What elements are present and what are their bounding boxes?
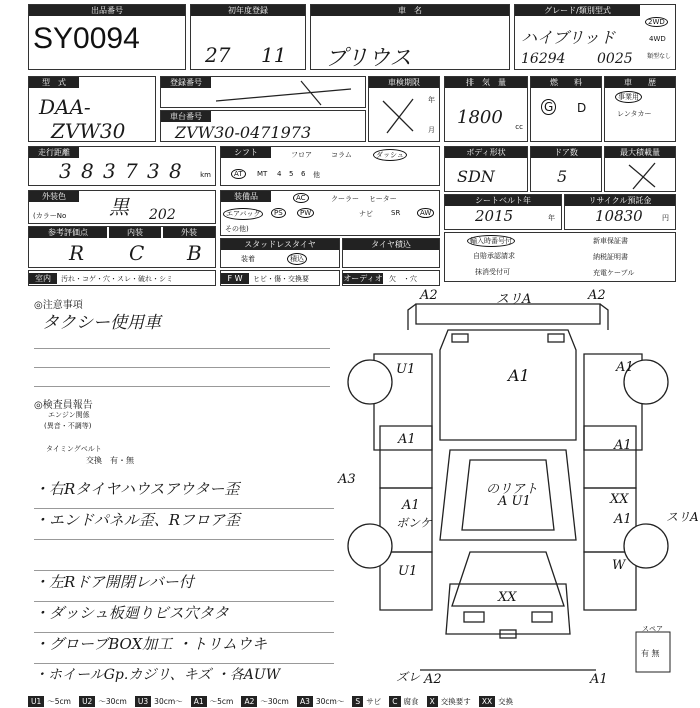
dmg-rear-left-wheel: U1 [396,362,416,377]
remark-line: ・グローブBOX加工 ・トリムウキ [34,633,334,664]
drive-4wd: 4WD [649,35,666,43]
shift-type-6: 6 [301,170,306,178]
drive-other: 類型なし [647,53,672,60]
mileage-digit: 3 [147,159,160,183]
studless-label: スタッドレスタイヤ [221,239,339,250]
seatbelt-label: シートベルト年 [445,195,561,206]
legend-desc: 30cm～ [154,697,183,706]
seatbelt-year: 2015 [475,207,514,225]
legend-key: U3 [135,696,151,707]
seatbelt-unit: 年 [548,214,555,222]
first-reg-label: 初年度登録 [191,5,305,16]
shift-type-at: AT [231,169,246,179]
body-label: ボディ形状 [445,147,527,158]
equipment-label: 装備品 [221,191,271,202]
reg-no-strike [211,77,361,107]
legend-key: S [352,696,363,707]
legend-desc: ～30cm [260,697,289,706]
remarks-list [34,478,334,690]
check-import: 輸入時番号付 [467,235,515,247]
inspection-box [368,76,440,142]
remark-line: ・左Rドア開閉レバー付 [34,571,334,602]
legend-desc: 交換 [498,697,514,706]
history-label: 車 歴 [605,77,675,88]
remark-line: ・ホイールGp.カジリ、キズ ・各AUW [34,667,281,683]
check-cable: 充電ケーブル [593,269,635,277]
history-business: 事業用 [615,91,642,103]
model-code-line2: ZVW30 [51,119,126,143]
dmg-bottom-right: A1 [590,672,608,687]
dmg-rear-top-right: A2 [588,288,606,303]
studless-box [220,238,340,268]
capacity-box [604,146,676,192]
legend-desc: ～30cm [98,697,127,706]
caution-title: ◎注意事項 [34,300,83,311]
interior-items: 汚れ・コゲ・穴・スレ・破れ・シミ [61,275,173,283]
color-no-label: (カラーNo [33,212,67,220]
fuel-box [530,76,602,142]
displacement-unit: cc [515,123,523,131]
color-label: 外装色 [29,191,79,202]
audio-label: オーディオ [343,274,383,283]
fuel-label: 燃 料 [531,77,601,88]
color-no: 202 [149,207,176,223]
mileage-label: 走行距離 [29,147,79,158]
lot-label: 出品番号 [29,5,185,16]
equip-heater: ヒーター [369,195,397,203]
caution-lines [34,330,330,387]
caution-text: タクシー使用車 [42,313,161,333]
legend-desc: 腐食 [403,697,419,706]
dmg-rear-right-wheel: A1 [616,360,634,375]
check-tax: 納税証明書 [593,253,628,261]
type-code: 16294 [521,51,566,67]
model-code-line1: DAA- [39,95,91,119]
legend-desc: 30cm～ [315,697,345,706]
ref-label: 参考評価点 [29,227,107,238]
interior-row [28,270,216,286]
legend-desc: サビ [366,697,382,706]
dmg-left-front-door-2: ボンケ [396,516,432,530]
model-name-label: 車 名 [311,5,509,16]
doors: 5 [557,167,568,186]
shift-type-mt: MT [257,170,268,178]
studless-opt-2: 積込 [287,253,307,265]
dmg-trunk: A1 [508,366,530,385]
dmg-left-side: A3 [338,472,356,487]
equip-navi: ナビ [359,210,373,218]
legend-key: A1 [191,696,207,707]
displacement-box [444,76,528,142]
score-box [28,226,216,268]
mileage-digit: 3 [59,159,72,183]
equip-sr: SR [391,209,401,217]
equip-other: その他) [225,225,249,233]
mileage-digits [59,159,191,183]
first-reg-month: 11 [261,43,287,67]
shift-type-5: 5 [289,170,294,178]
inspection-label: 車検期限 [369,77,439,88]
remark-line: ・ダッシュ板廻りビス穴タタ [34,602,334,633]
dmg-rear-top-left: A2 [420,288,438,303]
dmg-right-front-fender: W [612,558,626,573]
legend-key: X [427,696,438,707]
legend-key: XX [479,696,495,707]
history-box [604,76,676,142]
dmg-right-front-door-1: XX [610,492,629,507]
reg-no-label: 登録番号 [161,77,211,88]
dmg-bottom-left-2: A2 [424,672,442,687]
interior-row-label: 室内 [29,273,57,284]
seatbelt-box [444,194,562,230]
shift-type-4: 4 [277,170,282,178]
recycle-label: リサイクル預託金 [565,195,675,206]
timing-opts: 交換 有・無 [86,456,134,465]
score: R [69,241,85,265]
capacity-label: 最大積載量 [605,147,675,158]
doors-label: ドア数 [531,147,601,158]
inspector-title: ◎検査員報告 [34,400,93,411]
equip-aw: AW [417,208,434,218]
legend-key: A3 [297,696,313,707]
first-reg-year: 27 [205,43,231,67]
check-warranty: 新車保証書 [593,237,628,245]
studless-opt-1: 装着 [241,255,255,263]
model-name-box [310,4,510,70]
equip-ac: AC [293,193,309,203]
legend-desc: ～5cm [209,697,234,706]
dmg-hood: XX [498,590,517,605]
legend-key: U2 [79,696,95,707]
dmg-roof-2: A U1 [498,494,531,509]
legend-desc: 交換要す [440,697,471,706]
chassis-no: ZVW30-0471973 [175,123,312,142]
legend-key: C [389,696,400,707]
grade-label: グレード/類別型式 [515,5,640,16]
shift-label: シフト [221,147,271,158]
equip-cooler: クーラー [331,195,359,203]
remark-line: ・エンドパネル歪、Rフロア歪 [34,509,334,540]
tire-box [342,238,440,268]
fw-label: F W [221,273,249,284]
inspection-strike [377,95,423,135]
tire-label: タイヤ積込 [343,239,439,250]
reg-no-box [160,76,366,108]
legend-desc: ～5cm [47,697,71,706]
drive-2wd: 2WD [645,17,668,27]
audio-items: 欠 ・穴 [389,275,417,283]
body-box [444,146,528,192]
interior-label: 内装 [109,227,161,238]
lot-box [28,4,186,70]
shift-option-floor: フロア [291,151,312,159]
dmg-left-front-door-1: A1 [402,498,420,513]
exterior-label: 外装 [163,227,215,238]
capacity-strike [625,161,659,191]
exterior-grade: B [187,241,202,265]
fw-row [220,270,340,286]
first-reg-box [190,4,306,70]
equip-pw: PW [297,208,314,218]
inspection-month-unit: 月 [428,126,435,134]
dmg-right-wheel: スリA [666,510,699,524]
interior-grade: C [129,241,145,265]
fuel-g: G [541,99,556,115]
inspection-year-unit: 年 [428,96,435,104]
dmg-left-rear-door: A1 [398,432,416,447]
grade-box [514,4,676,70]
mileage-unit: km [200,171,211,179]
recycle-amount: 10830 [595,207,643,225]
shift-box [220,146,440,186]
shift-option-dash: ダッシュ [373,149,407,161]
shift-type-other: 他 [313,171,320,179]
displacement-label: 排 気 量 [445,77,527,88]
color-box [28,190,216,224]
color: 黒 [109,195,129,219]
displacement: 1800 [457,107,503,128]
check-cali: 自賠承認請求 [473,252,515,260]
mileage-digit: 3 [103,159,116,183]
chassis-box [160,110,366,142]
recycle-unit: 円 [662,214,669,222]
dmg-left-front-fender: U1 [398,564,418,579]
equip-airbag-label: エアバッグ [223,208,263,220]
mileage-digit: 8 [81,159,94,183]
recycle-box [564,194,676,230]
dmg-right-rear-door: A1 [614,438,632,453]
checks-box [444,232,676,282]
equipment-box [220,190,440,236]
dmg-right-front-door-2: A1 [614,512,632,527]
fuel-d: D [577,101,587,115]
grade: ハイブリッド [521,28,616,47]
spare-value: 有 無 [641,649,660,658]
lot-number: SY0094 [33,22,140,55]
engine-label: エンジン関係 [48,411,90,419]
history-rental: レンタカー [617,110,652,118]
mileage-digit: 7 [125,159,138,183]
fw-items: ヒビ・傷・交換要 [253,275,309,283]
model-code-label: 型 式 [29,77,79,88]
check-cancel: 抹消受付可 [475,268,510,276]
legend-key: A2 [241,696,257,707]
mileage-digit: 8 [169,159,182,183]
model-code-box [28,76,156,142]
shift-option-column: コラム [331,151,352,159]
dmg-rear-top-center: スリA [496,292,532,307]
equip-ps: PS [271,208,286,218]
model-name: プリウス [325,46,412,71]
dmg-roof: のリアト [486,482,539,497]
mileage-box [28,146,216,186]
remark-line: ・右Rタイヤハウスアウター歪 [34,478,334,509]
body: SDN [457,167,495,186]
timing-label: タイミングベルト [46,445,102,453]
class-code: 0025 [597,51,633,67]
spare-label: スペア [642,625,663,633]
doors-box [530,146,602,192]
chassis-label: 車台番号 [161,111,211,122]
dmg-bottom-left: ズレ [396,670,421,684]
audio-row [342,270,440,286]
legend-key: U1 [28,696,44,707]
engine-sub: (異音・不調等) [44,422,92,430]
legend-strip [28,689,700,706]
